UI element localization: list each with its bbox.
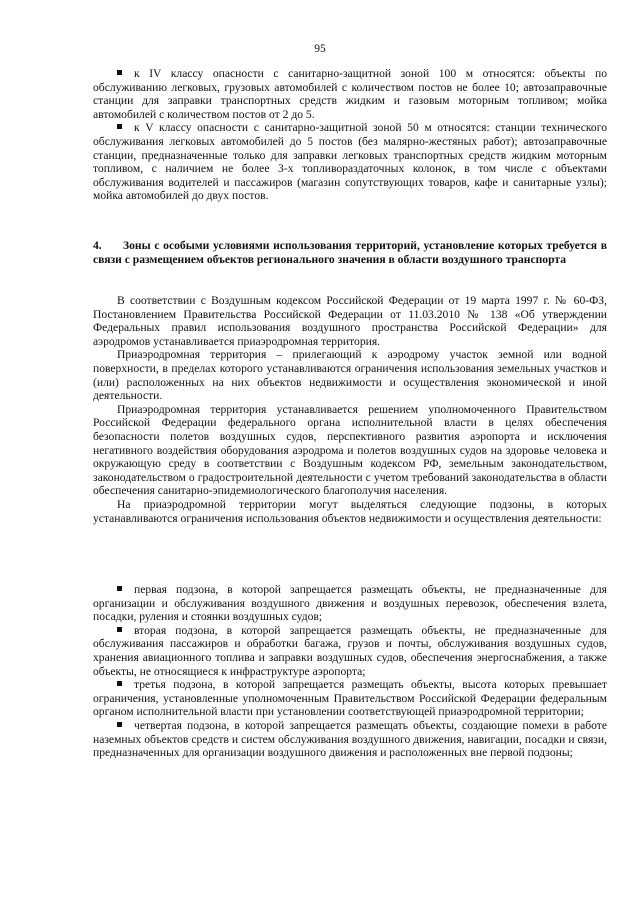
body-paragraphs [93,294,607,525]
section-number: 4. [93,239,102,252]
bullet-icon [117,586,122,591]
top-bullet-list [93,67,607,203]
list-item: вторая подзона, в которой запрещается размещать объекты, не предназначенные для обслуживания пассажиров и обработки багажа, грузов и почты, обслуживания воздушных судов, хранения авиационного топлива и заправки воздушных судов, обеспечения энергоснабжения, а также объекты, не относящиеся к инфраструктуре аэропорта; [93,623,607,678]
page-number: 95 [314,43,326,55]
paragraph: На приаэродромной территории могут выделяться следующие подзоны, в которых устанавливаются ограничения использования объектов недвижимости и осуществления деятельности: [93,497,607,525]
bullet-icon [117,722,122,727]
list-item: к IV классу опасности с санитарно-защитной зоной 100 м относятся: объекты по обслуживанию легковых, грузовых автомобилей с количеством постов не более 10; автозаправочные станции для заправки транспортных средств жидким и газовым моторным топливом; мойка автомобилей с количеством постов от 2 до 5. [93,67,607,121]
section-heading [93,239,607,266]
bullet-icon [117,681,122,686]
subzone-list [93,583,607,760]
section-title: Зоны с особыми условиями использования территорий, установление которых требуется в связи с размещением объектов регионального значения в области воздушного транспорта [93,239,607,266]
list-item: первая подзона, в которой запрещается размещать объекты, не предназначенные для организации и обслуживания воздушного движения и воздушных перевозок, обеспечения взлета, посадки, руления и стоянки воздушных судов; [93,583,607,624]
bullet-icon [117,627,122,632]
list-item: четвертая подзона, в которой запрещается размещать объекты, создающие помехи в работе наземных объектов средств и систем обслуживания воздушного движения, навигации, посадки и связи, предназначенных для организации воздушного движения и расположенных вне первой подзоны; [93,718,607,760]
paragraph: Приаэродромная территория – прилегающий к аэродрому участок земной или водной поверхности, в пределах которого устанавливаются ограничения использования земельных участков и (или) расположенных на них объектов недвижимости и осуществления экономической и иной деятельности. [93,348,607,403]
paragraph: Приаэродромная территория устанавливается решением уполномоченного Правительством Российской Федерации федерального органа исполнительной власти в целях обеспечения безопасности полетов воздушных судов, перспективного развития аэропорта и исключения негативного воздействия оборудования аэродрома и полетов воздушных судов на здоровье человека и окружающую среду в соответствии с Воздушным кодексом РФ, земельным законодательством, законодательством о градостроительной деятельности с учетом требований законодательства в области обеспечения санитарно-эпидемиологического благополучия населения. [93,402,607,498]
paragraph: В соответствии с Воздушным кодексом Российской Федерации от 19 марта 1997 г. № 60-ФЗ, Постановлением Правительства Российской Федерации от 11.03.2010 № 138 «Об утверждении Федеральных правил использования воздушного пространства Российской Федерации» для аэродромов устанавливается приаэродромная территория. [93,294,607,348]
bullet-icon [117,70,122,75]
list-item: к V классу опасности с санитарно-защитной зоной 50 м относятся: станции технического обслуживания легковых автомобилей до 5 постов (без малярно-жестяных работ); автозаправочные станции, предназначенные только для заправки легковых транспортных средств жидким моторным топливом, с наличием не более 3-х топливораздаточных колонок, в том числе с объектами обслуживания водителей и пассажиров (магазин сопутствующих товаров, кафе и санитарные узлы); мойка автомобилей до двух постов. [93,121,607,203]
list-item: третья подзона, в которой запрещается размещать объекты, высота которых превышает ограничения, установленные уполномоченным Правительством Российской Федерации федеральным органом исполнительной власти при установлении соответствующей приаэродромной территории; [93,678,607,719]
bullet-icon [117,124,122,129]
